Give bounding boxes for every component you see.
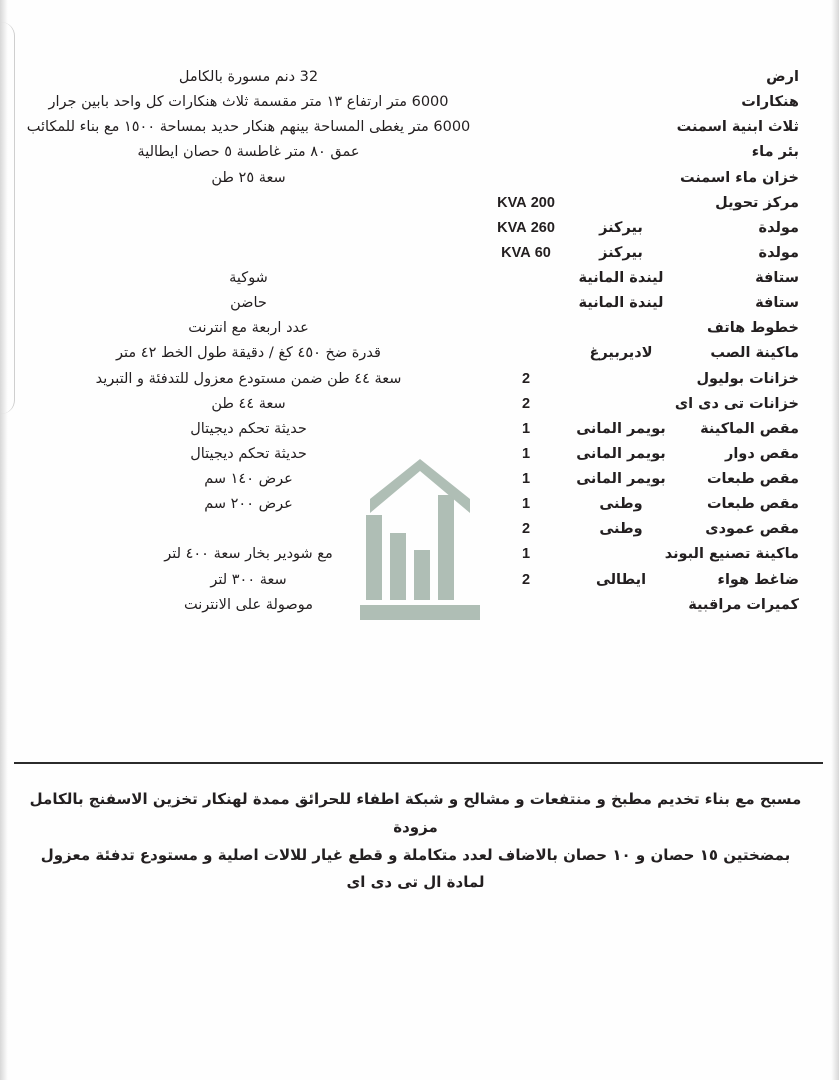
row-brand [565,319,677,344]
row-label: ثلاث ابنية اسمنت [676,119,799,136]
table-row [10,194,799,219]
paragraph-line: مسبح مع بناء تخديم مطبخ و منتفعات و مشالح و شبكة اطفاء للحرائق ممدة لهنكار تخزين الاسفنج بالكامل مزودة [29,790,802,836]
table-row [10,370,799,395]
row-brand [565,93,677,118]
row-note: 6000 متر ارتفاع ١٣ متر مقسمة ثلاث هنكارات كل واحد بابين جرار [48,94,449,111]
section-divider [14,762,823,764]
table-row [10,269,799,294]
row-brand: ليندة المانية [578,270,664,286]
row-note [10,194,487,219]
row-label: كميرات مراقبية [688,596,799,613]
row-label: خطوط هاتف [707,320,799,337]
row-brand [565,118,677,143]
row-qty: 1 [521,420,531,437]
row-qty [487,269,565,294]
row-qty: 60 KVA [501,244,551,261]
row-qty: 2 [521,370,531,387]
row-qty [487,93,565,118]
page-edge-left [0,0,8,1080]
row-qty: 2 [521,571,531,588]
row-label: مولدة [758,244,799,261]
row-qty [487,169,565,194]
table-row [10,495,799,520]
row-note: مع شودير بخار سعة ٤٠٠ لتر [164,546,333,563]
row-note: سعة ٤٤ طن ضمن مستودع معزول للتدفئة و التبريد [95,370,402,387]
row-note [10,520,487,545]
row-note: سعة ٢٥ طن [211,169,286,186]
summary-paragraph [16,786,815,897]
row-note: عرض ١٤٠ سم [204,471,293,487]
row-brand: وطنى [599,521,643,538]
row-qty: 1 [521,445,531,462]
row-qty [487,68,565,93]
row-brand [565,169,677,194]
row-brand: بويمر المانى [576,471,666,487]
row-brand: بيركنز [599,219,643,236]
row-qty: 1 [521,496,531,513]
row-brand [565,143,677,168]
row-note [10,219,487,244]
row-note [10,244,487,269]
table-row [10,169,799,194]
row-note: عمق ٨٠ متر غاطسة ٥ حصان ايطالية [137,144,360,161]
row-label: مقص طبعات [706,471,799,487]
row-brand: بويمر المانى [576,445,666,462]
row-qty [487,294,565,319]
table-row [10,68,799,93]
table-row [10,470,799,495]
row-brand: بيركنز [599,244,643,261]
row-label: ماكينة تصنيع البوند [664,546,799,563]
row-note: سعة ٣٠٠ لتر [210,571,287,588]
specification-table-wrapper [10,68,799,621]
row-label: مقص عمودى [705,521,799,538]
row-label: ستافة [755,270,799,286]
paragraph-line: بمضختين ١٥ حصان و ١٠ حصان بالاضاف لعدد متكاملة و قطع غيار للالات اصلية و مستودع تدفئة معزول [40,845,791,864]
row-note: سعة ٤٤ طن [211,395,286,412]
row-label: خزان ماء اسمنت [680,169,799,186]
row-label: خزانات بوليول [696,370,799,387]
table-row [10,445,799,470]
table-row [10,143,799,168]
row-note: موصولة على الانترنت [184,596,313,613]
row-label: ستافة [755,295,799,312]
page-edge-right [831,0,839,1080]
table-row [10,118,799,143]
table-row [10,520,799,545]
row-qty: 260 KVA [497,219,555,236]
row-label: مولدة [758,219,799,236]
row-qty [487,143,565,168]
row-qty: 200 KVA [497,194,555,211]
row-label: بئر ماء [751,144,799,161]
row-label: مركز تحويل [715,194,799,211]
row-brand: وطنى [599,496,643,513]
row-label: ماكينة الصب [710,345,799,362]
row-note: 6000 متر يغطى المساحة بينهم هنكار حديد بمساحة ١٥٠٠ مع بناء للمكائب [26,119,471,136]
row-label: مقص طبعات [706,496,799,513]
table-row [10,319,799,344]
row-brand [565,596,677,621]
table-row [10,596,799,621]
row-label: خزانات تى دى اى [674,395,799,412]
paragraph-line: لمادة ال تى دى اى [346,873,485,892]
specification-table [10,68,799,621]
table-row [10,219,799,244]
row-note: شوكية [229,270,268,286]
row-note: عرض ٢٠٠ سم [204,496,293,513]
table-row [10,545,799,570]
row-note: عدد اربعة مع انترنت [188,320,309,337]
row-brand [565,370,677,395]
row-brand [565,68,677,93]
row-brand [565,395,677,420]
row-label: مقص دوار [724,445,799,462]
row-label: ضاغط هواء [717,571,799,588]
row-brand [565,194,677,219]
table-row [10,344,799,369]
table-row [10,420,799,445]
row-label: هنكارات [741,94,799,111]
row-brand: لاديربيرغ [589,345,653,362]
table-row [10,294,799,319]
row-qty: 1 [521,546,531,563]
row-note: حاضن [230,295,267,312]
table-row [10,244,799,269]
row-qty: 1 [521,471,531,487]
row-label: ارض [766,69,799,85]
table-row [10,571,799,596]
row-brand: ليندة المانية [578,295,664,312]
row-note: 32 دنم مسورة بالكامل [178,69,319,85]
row-qty [487,118,565,143]
row-qty [487,344,565,369]
row-qty: 2 [521,521,531,538]
row-label: مقص الماكينة [700,420,799,437]
row-brand: بويمر المانى [576,420,666,437]
row-brand [565,545,677,570]
row-note: حديثة تحكم ديجيتال [190,445,307,462]
row-note: قدرة ضخ ٤٥٠ كغ / دقيقة طول الخط ٤٢ متر [116,345,381,362]
row-qty [487,319,565,344]
row-note: حديثة تحكم ديجيتال [190,420,307,437]
row-qty: 2 [521,395,531,412]
row-qty [487,596,565,621]
table-row [10,93,799,118]
row-brand: ايطالى [595,571,647,588]
specification-table-body [10,68,799,621]
table-row [10,395,799,420]
